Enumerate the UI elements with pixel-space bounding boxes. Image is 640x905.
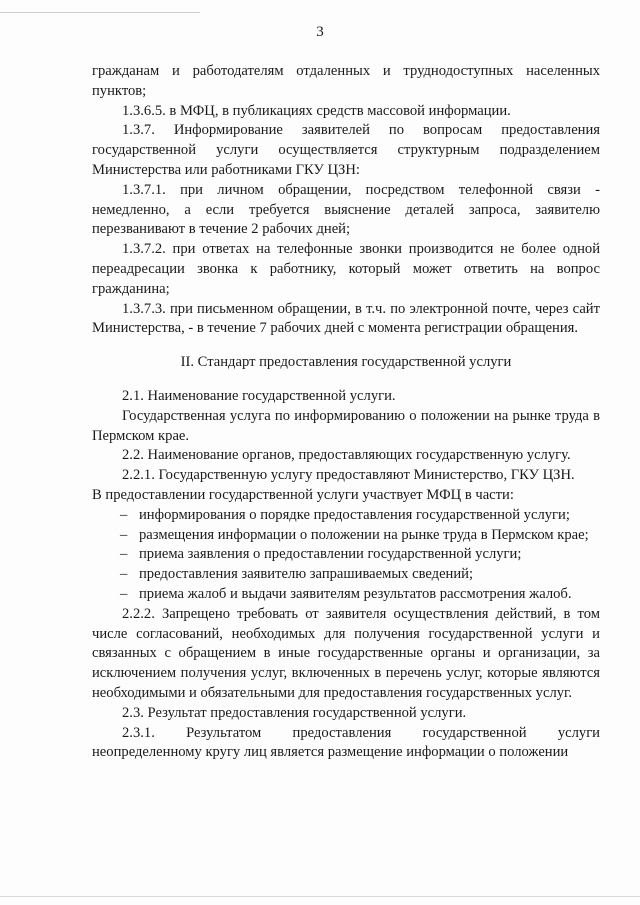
- paragraph-1-3-7: 1.3.7. Информирование заявителей по вопросам предоставления государственной услуги осуществляется структурным подразделением Министерства или работниками ГКУ ЦЗН:: [92, 122, 600, 178]
- paragraph-2-1: 2.1. Наименование государственной услуги.: [122, 387, 396, 404]
- scan-top-rule: [0, 12, 200, 13]
- section-heading: II. Стандарт предоставления государственной услуги: [180, 354, 512, 371]
- mfc-participation-list: [92, 506, 600, 605]
- paragraph-continuation: гражданам и работодателям отдаленных и труднодоступных населенных пунктов;: [92, 63, 600, 99]
- list-item: – предоставления заявителю запрашиваемых сведений;: [139, 565, 600, 585]
- list-item: – приема жалоб и выдачи заявителям результатов рассмотрения жалоб.: [139, 585, 600, 605]
- list-item: – приема заявления о предоставлении государственной услуги;: [139, 545, 600, 565]
- paragraph-1-3-7-2: 1.3.7.2. при ответах на телефонные звонки производится не более одной переадресации звонка к работнику, который может ответить на вопрос гражданина;: [92, 241, 600, 297]
- paragraph-1-3-7-1: 1.3.7.1. при личном обращении, посредством телефонной связи - немедленно, а если требуется выяснение деталей запроса, заявителю перезванивают в течение 2 рабочих дней;: [92, 181, 600, 238]
- paragraph-service-name: Государственная услуга по информированию о положении на рынке труда в Пермском крае.: [92, 407, 600, 444]
- scan-bottom-rule: [0, 896, 640, 897]
- paragraph-2-3: 2.3. Результат предоставления государственной услуги.: [122, 704, 467, 721]
- paragraph-1-3-7-3: 1.3.7.3. при письменном обращении, в т.ч. по электронной почте, через сайт Министерства, - в течение 7 рабочих дней с момента регистрации обращения.: [92, 300, 600, 337]
- list-item: – размещения информации о положении на рынке труда в Пермском крае;: [139, 526, 600, 546]
- paragraph-1-3-6-5: 1.3.6.5. в МФЦ, в публикациях средств массовой информации.: [122, 102, 511, 119]
- page-number: 3: [316, 24, 324, 40]
- paragraph-2-2-2: 2.2.2. Запрещено требовать от заявителя осуществления действий, в том числе согласований, необходимых для получения государственной услуги и связанных с обращением в иные государственные органы и организации, за исключением получения услуг, включенных в перечень услуг, которые являются необходимыми и обязательными для предоставления государственных услуг.: [92, 605, 600, 701]
- paragraph-mfc-participation: В предоставлении государственной услуги участвует МФЦ в части:: [92, 486, 514, 503]
- paragraph-2-2: 2.2. Наименование органов, предоставляющих государственную услугу.: [122, 447, 571, 464]
- document-body: [92, 62, 600, 763]
- paragraph-2-3-1: 2.3.1. Результатом предоставления государственной услуги неопределенному кругу лиц является размещение информации о положении: [92, 724, 600, 761]
- list-item: – информирования о порядке предоставления государственной услуги;: [139, 506, 600, 526]
- paragraph-2-2-1: 2.2.1. Государственную услугу предоставляют Министерство, ГКУ ЦЗН.: [122, 467, 575, 484]
